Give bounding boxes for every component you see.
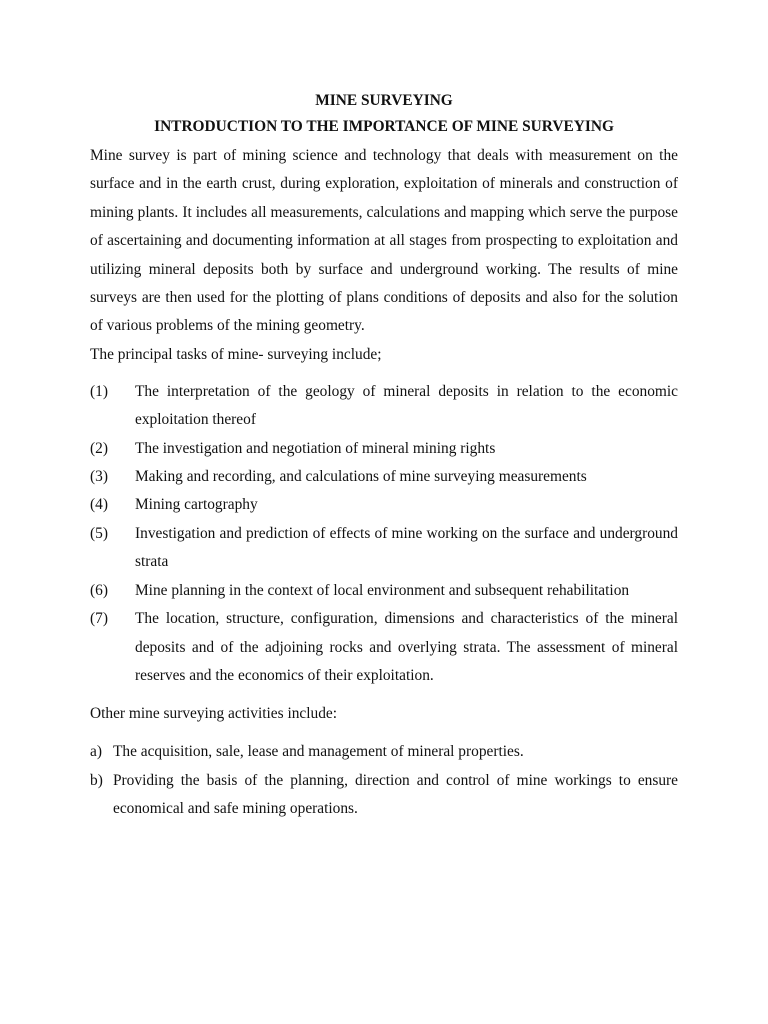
task-text: The interpretation of the geology of mineral deposits in relation to the economic exploitation thereof bbox=[135, 382, 678, 429]
activity-text: Providing the basis of the planning, direction and control of mine workings to ensure economical and safe mining operations. bbox=[113, 771, 678, 818]
task-text: Investigation and prediction of effects of mine working on the surface and underground strata bbox=[135, 524, 678, 571]
activity-marker: a) bbox=[90, 743, 102, 761]
activity-item bbox=[90, 738, 678, 766]
other-activities-heading: Other mine surveying activities include: bbox=[90, 705, 338, 723]
page-subtitle: INTRODUCTION TO THE IMPORTANCE OF MINE SURVEYING bbox=[154, 118, 614, 135]
task-text: Mining cartography bbox=[135, 496, 258, 514]
activities-list bbox=[90, 738, 678, 823]
task-item bbox=[90, 463, 678, 491]
document-page bbox=[90, 88, 678, 824]
task-number: (1) bbox=[90, 382, 108, 400]
task-number: (3) bbox=[90, 468, 108, 486]
activity-item bbox=[90, 767, 678, 824]
intro-paragraph: Mine survey is part of mining science and technology that deals with measurement on the surface and in the earth crust, during exploration, exploitation of minerals and construction of mining plants. It includes all measurements, calculations and mapping which serve the purpose of ascertaining and documenting information at all stages from prospecting to exploitation and utilizing mineral deposits both by surface and underground working. The results of mine surveys are then used for the plotting of plans conditions of deposits and also for the solution of various problems of the mining geometry. bbox=[90, 147, 678, 335]
task-number: (4) bbox=[90, 496, 108, 514]
task-text: Mine planning in the context of local environment and subsequent rehabilitation bbox=[135, 581, 630, 599]
task-number: (5) bbox=[90, 524, 108, 542]
task-number: (6) bbox=[90, 581, 108, 599]
task-number: (2) bbox=[90, 439, 108, 457]
activity-text: The acquisition, sale, lease and management of mineral properties. bbox=[113, 743, 524, 761]
task-text: The location, structure, configuration, dimensions and characteristics of the mineral deposits and of the adjoining rocks and overlying strata. The assessment of mineral reserves and the economics of their exploitation. bbox=[135, 610, 678, 684]
task-item bbox=[90, 435, 678, 463]
task-item bbox=[90, 577, 678, 605]
activity-marker: b) bbox=[90, 771, 103, 789]
task-number: (7) bbox=[90, 610, 108, 628]
task-text: Making and recording, and calculations of mine surveying measurements bbox=[135, 468, 587, 486]
page-title: MINE SURVEYING bbox=[315, 92, 453, 109]
task-item bbox=[90, 491, 678, 519]
tasks-list bbox=[90, 378, 678, 690]
tasks-lead: The principal tasks of mine- surveying include; bbox=[90, 345, 382, 363]
task-item bbox=[90, 378, 678, 435]
task-text: The investigation and negotiation of mineral mining rights bbox=[135, 439, 496, 457]
task-item bbox=[90, 605, 678, 690]
task-item bbox=[90, 520, 678, 577]
